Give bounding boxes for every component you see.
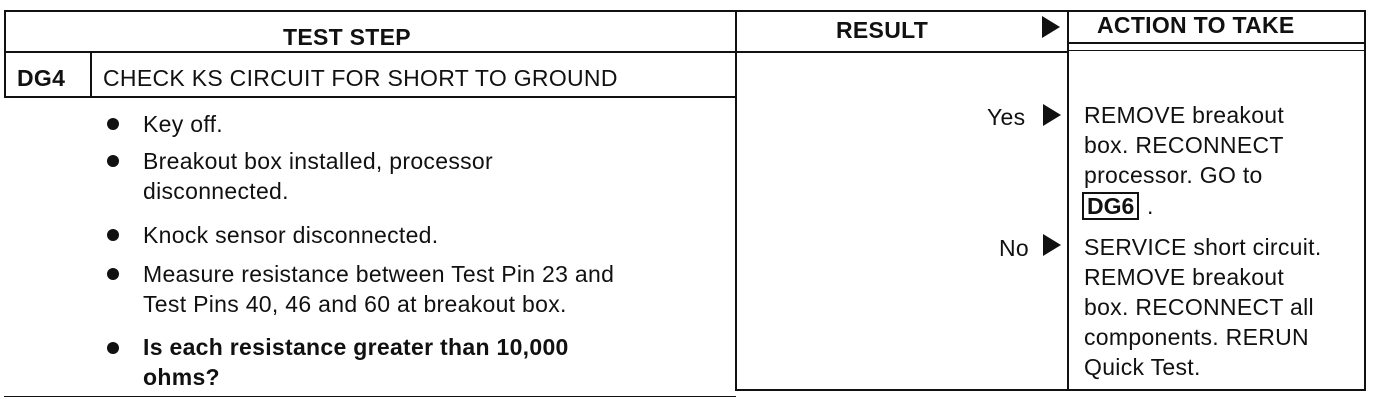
bullet-text: Breakout box installed, processor — [143, 148, 493, 174]
test-step-header: TEST STEP — [283, 24, 411, 50]
step-code: DG4 — [17, 65, 66, 91]
table-left-border — [4, 10, 6, 98]
bullet-text-bold: ohms? — [143, 364, 220, 390]
step-result-divider — [735, 10, 737, 391]
result-no-label: No — [999, 235, 1030, 261]
no-action-text: Quick Test. — [1084, 354, 1201, 380]
action-sub-border — [1068, 50, 1365, 51]
bullet-icon — [107, 268, 119, 280]
bullet-icon — [107, 229, 119, 241]
step-row-bottom-border — [4, 96, 736, 98]
header-bottom-border — [4, 51, 1068, 53]
no-action-text: components. RERUN — [1084, 324, 1309, 350]
table-bottom-border — [736, 389, 1365, 391]
yes-action-text: box. RECONNECT — [1084, 132, 1284, 158]
no-arrow-icon — [1043, 234, 1061, 256]
table-right-border — [1364, 10, 1366, 391]
dg6-reference[interactable]: DG6 — [1082, 192, 1139, 220]
action-header: ACTION TO TAKE — [1097, 12, 1295, 38]
yes-arrow-icon — [1043, 104, 1061, 126]
bullet-icon — [107, 342, 119, 354]
bullet-icon — [107, 155, 119, 167]
yes-action-text: processor. GO to — [1084, 162, 1263, 188]
result-arrow-icon — [1042, 16, 1060, 38]
no-action-text: SERVICE short circuit. — [1084, 234, 1322, 260]
result-header: RESULT — [836, 17, 929, 43]
code-cell-divider — [90, 53, 92, 98]
yes-action-text: REMOVE breakout — [1084, 102, 1285, 128]
left-bottom-border — [4, 396, 736, 397]
bullet-text: Measure resistance between Test Pin 23 and — [143, 261, 615, 287]
bullet-text: Knock sensor disconnected. — [143, 222, 439, 248]
step-title: CHECK KS CIRCUIT FOR SHORT TO GROUND — [103, 65, 618, 91]
result-yes-label: Yes — [987, 104, 1026, 130]
bullet-text: Key off. — [143, 111, 223, 137]
bullet-text-bold: Is each resistance greater than 10,000 — [143, 334, 569, 360]
bullet-text: disconnected. — [143, 178, 289, 204]
bullet-icon — [107, 118, 119, 130]
result-action-divider — [1067, 10, 1069, 391]
bullet-text: Test Pins 40, 46 and 60 at breakout box. — [143, 291, 567, 317]
action-header-bottom-border — [1068, 42, 1365, 44]
dg6-reference-suffix: . — [1147, 193, 1154, 219]
no-action-text: box. RECONNECT all — [1084, 294, 1314, 320]
no-action-text: REMOVE breakout — [1084, 264, 1285, 290]
